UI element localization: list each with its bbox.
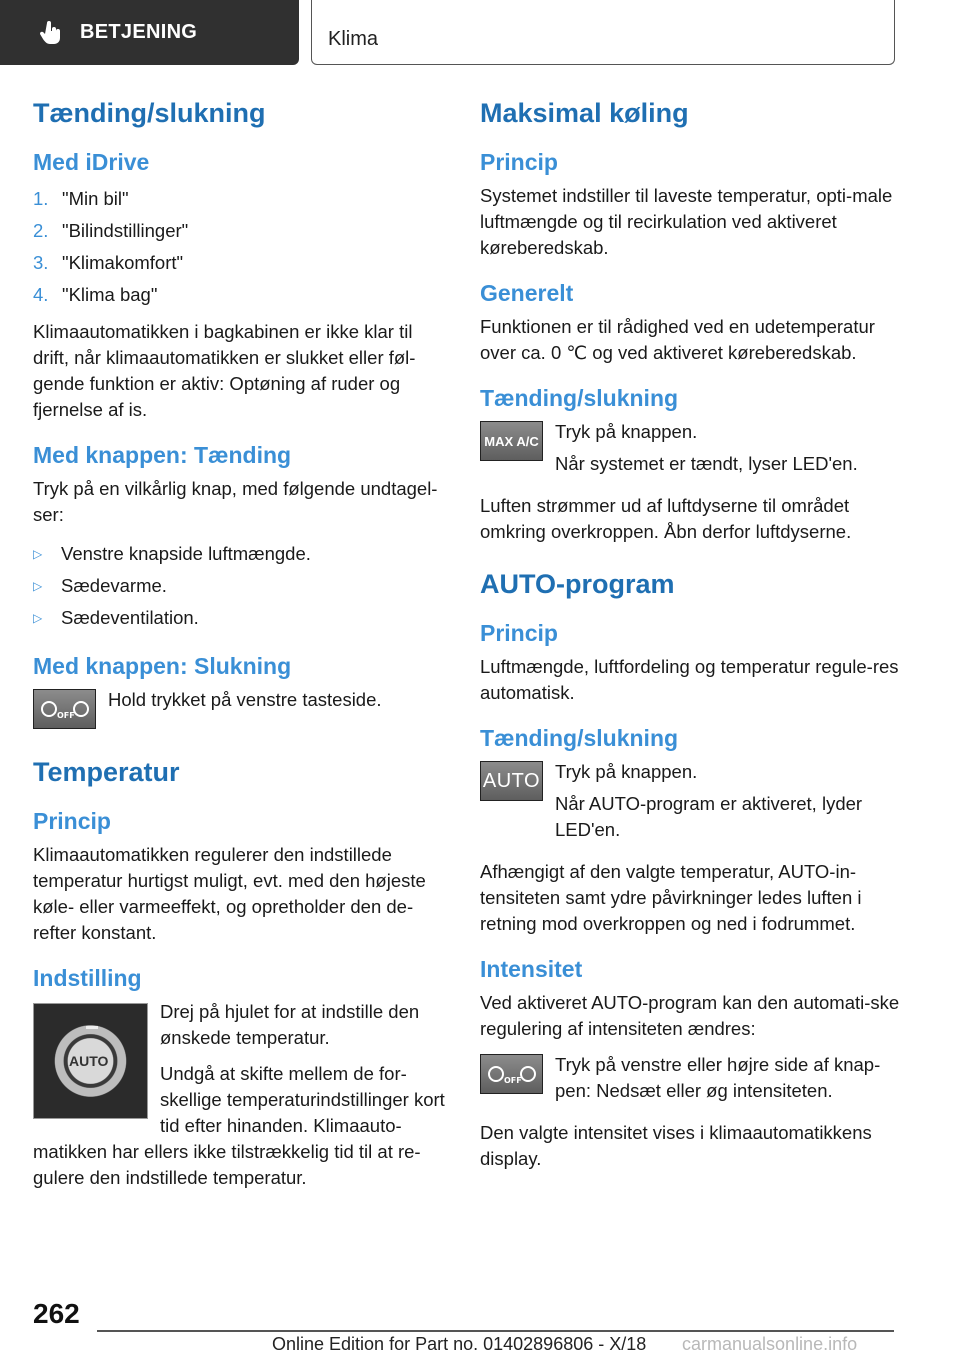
- heading-temperature: Temperatur: [33, 757, 180, 787]
- section-label: BETJENING: [80, 21, 198, 43]
- triangle-bullet-icon: ▷: [33, 547, 43, 561]
- auto-principle-text: Luftmængde, luftfordeling og temperatur regule‐res automatisk.: [480, 656, 899, 703]
- fan-off-button-icon: [33, 689, 96, 729]
- auto-button-icon: AUTO: [480, 761, 543, 801]
- heading-max-principle: Princip: [480, 149, 558, 175]
- footer-divider: [97, 1330, 894, 1332]
- heading-idrive: Med iDrive: [33, 149, 150, 175]
- auto-depend-text: Afhængigt af den valgte temperatur, AUTO-in‐tensiteten samt ydre påvirkninger ledes luften i retning mod overkroppen og ned i fodrummet.: [480, 861, 862, 934]
- watermark: carmanualsonline.info: [682, 1334, 858, 1354]
- setting-text-1: Drej på hjulet for at indstille den ønskede temperatur.: [160, 1001, 420, 1048]
- auto-text-1: Tryk på knappen.: [555, 761, 698, 782]
- heading-max-onoff: Tænding/slukning: [480, 385, 679, 411]
- right-column: [480, 96, 900, 1182]
- list-item: 4. "Klima bag": [33, 284, 158, 305]
- edition-text: Online Edition for Part no. 01402896806 - X/18: [272, 1334, 647, 1354]
- maxac-text-2: Når systemet er tændt, lyser LED'en.: [555, 453, 858, 474]
- heading-intensity: Intensitet: [480, 956, 583, 982]
- heading-general: Generelt: [480, 280, 574, 306]
- intensity-button-text: Tryk på venstre eller højre side af knap‐pen: Nedsæt eller øg intensiteten.: [555, 1054, 881, 1101]
- heading-button-on: Med knappen: Tænding: [33, 442, 292, 468]
- intensity-display-text: Den valgte intensitet vises i klimaautomatikkens display.: [480, 1122, 872, 1169]
- hand-pointer-icon: [38, 20, 64, 46]
- maxac-text-1: Tryk på knappen.: [555, 421, 698, 442]
- temp-principle-text: Klimaautomatikken regulerer den indstillede temperatur hurtigst muligt, evt. med den højeste køle- eller varmeeffekt, og opretholder den de‐refter konstant.: [33, 844, 426, 943]
- triangle-bullet-icon: ▷: [33, 579, 43, 593]
- list-item: ▷ Venstre knapside luftmængde.: [33, 538, 451, 570]
- heading-onoff: Tænding/slukning: [33, 98, 266, 128]
- heading-auto-onoff: Tænding/slukning: [480, 725, 679, 751]
- chapter-box: [311, 0, 895, 65]
- heading-button-off: Med knappen: Slukning: [33, 653, 292, 679]
- maxac-air-text: Luften strømmer ud af luftdyserne til området omkring overkroppen. Åbn derfor luftdyserne.: [480, 495, 852, 542]
- chapter-label: Klima: [328, 28, 379, 50]
- heading-max-cooling: Maksimal køling: [480, 98, 689, 128]
- list-item: ▷ Sædeventilation.: [33, 602, 451, 634]
- heading-temp-principle: Princip: [33, 808, 111, 834]
- exceptions-list: [33, 538, 451, 634]
- heading-auto-program: AUTO-program: [480, 569, 675, 599]
- fan-off-button-icon: [480, 1054, 543, 1094]
- intensity-text: Ved aktiveret AUTO-program kan den automati‐ske regulering af intensiteten ændres:: [480, 992, 900, 1039]
- heading-auto-principle: Princip: [480, 620, 558, 646]
- general-text: Funktionen er til rådighed ved en udetemperatur over ca. 0 ℃ og ved aktiveret køreberedskab.: [480, 316, 875, 363]
- left-column: [33, 96, 451, 1201]
- max-principle-text: Systemet indstiller til laveste temperatur, opti‐male luftmængde og til recirkulation ved aktiveret køreberedskab.: [480, 185, 893, 258]
- list-item: 1. "Min bil": [33, 188, 129, 209]
- svg-text:OFF: OFF: [503, 1076, 522, 1085]
- list-item: ▷ Sædevarme.: [33, 570, 451, 602]
- list-item: 2. "Bilindstillinger": [33, 220, 189, 241]
- idrive-note: Klimaautomatikken i bagkabinen er ikke klar til drift, når klimaautomatikken er slukket eller føl‐gende funktion er aktiv: Optøning af ruder og fjernelse af is.: [33, 321, 416, 420]
- page-number: 262: [33, 1298, 80, 1329]
- button-on-text: Tryk på en vilkårlig knap, med følgende undtagel‐ser:: [33, 478, 438, 525]
- idrive-steps: [33, 183, 451, 311]
- auto-text-2: Når AUTO-program er aktiveret, lyder LED'en.: [555, 793, 863, 840]
- setting-text-2: Undgå at skifte mellem de for‐skellige temperaturindstillinger kort tid efter hinanden. Klimaauto‐matikken har ellers ikke tilstrækkelig tid til at re‐gulere den indstillede temperatur.: [33, 1063, 445, 1188]
- list-item: 3. "Klimakomfort": [33, 252, 184, 273]
- svg-text:OFF: OFF: [56, 711, 75, 720]
- temperature-knob-image: AUTO: [33, 1003, 148, 1119]
- max-ac-button-icon: MAX A/C: [480, 421, 543, 461]
- triangle-bullet-icon: ▷: [33, 611, 43, 625]
- button-off-text: Hold trykket på venstre tasteside.: [108, 689, 382, 710]
- section-tab: [0, 0, 299, 65]
- heading-setting: Indstilling: [33, 965, 142, 991]
